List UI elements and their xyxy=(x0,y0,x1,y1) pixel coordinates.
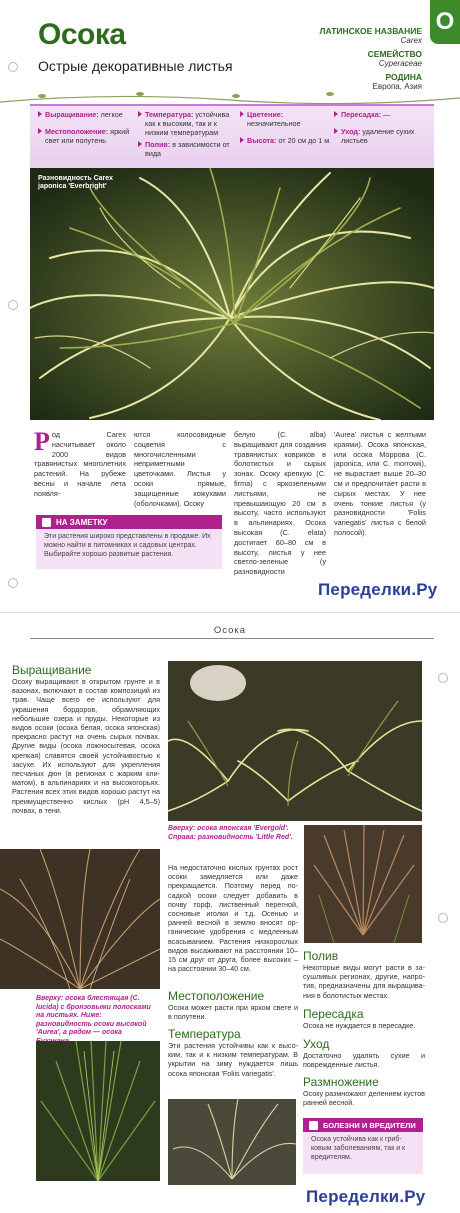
tip-box xyxy=(36,515,222,569)
info-col-3 xyxy=(240,110,332,148)
flowering-value: незначительное xyxy=(247,119,301,128)
disease-box-header xyxy=(303,1118,423,1132)
temperature-text: Эти растения устойчивы как к высоким, так и к низким температурам. В укрытии на зиму нуждается лишь осока японская 'Foliis variegatis'. xyxy=(168,1041,298,1078)
caption-evergold: Вверху: осока японская 'Evergold'. Справа: разновидность 'Little Red'. xyxy=(168,825,293,841)
intro-col-3: белую (C. alba) выращивают для создания травянистых ковриков в болотистых и сырых зонах. Осоку крепкую (C. firma) с яркозелеными листьями, не превышающую 20 см в высоту, часто используют в альпинариях. Осока высокая (C. elata) достигает 60–80 см в высоту, листья у нее светло-зеленые (у разновидности xyxy=(234,430,326,577)
repot-text: Осока не нуждается в пересадке. xyxy=(303,1021,416,1030)
intro-col-1-text: од Carex насчитывает около 2000 видов травянистых многолетних растений. На рубеже весны и начале лета появля- xyxy=(34,430,126,498)
temperature-heading: Температура xyxy=(168,1027,241,1041)
photo-variegatis xyxy=(168,1099,296,1185)
main-plant-photo xyxy=(30,168,434,420)
location-value: яркий свет или полутень xyxy=(45,127,130,145)
disease-heading: БОЛЕЗНИ И ВРЕДИТЕЛИ xyxy=(323,1120,416,1130)
soil-text: На недостаточно кислых грунтах рост осоки замедляется или даже прекращается. Поэтому перед посадкой осоки следует добавить в почву торф, лиственный перегной, сосновые иголки и т.д. Осенью и ранней весной в землю вносят органические удобрения с медленным всасыванием. Растения низкорослых видов высаживают на расстоянии 10–15 см друг от друга, более высоких – на расстоянии 30–40 см. xyxy=(168,863,298,974)
card-back xyxy=(0,612,460,1213)
latin-label: ЛАТИНСКОЕ НАЗВАНИЕ xyxy=(319,26,422,36)
flowering-label: Цветение: xyxy=(247,110,284,119)
intro-col-2: ются колосовидные соцветия с многочисленными неприметными цветочками. Листья у осоки прямые, защищенные кожухами (оболочками). Осоку xyxy=(134,430,226,508)
tip-box-text: Эти растения широко представлены в продаже. Их можно найти в питомниках и садовых центрах. Выбирайте хорошо развитые растения. xyxy=(44,533,211,558)
watermark-logo: Переделки.Ру xyxy=(306,1187,426,1206)
repotting-label: Пересадка: xyxy=(341,110,382,119)
page-subtitle: Острые декоративные листья xyxy=(38,58,233,74)
repotting-value: — xyxy=(383,110,391,119)
photo-aurea xyxy=(36,1041,160,1181)
index-tab-letter[interactable]: О xyxy=(430,0,460,44)
location-heading: Местоположение xyxy=(168,989,265,1003)
temperature-label: Температура: xyxy=(145,110,194,119)
info-col-1 xyxy=(38,110,134,148)
watering-text: Некоторые виды могут расти в засушливых регионах, другие, напротив, предназначены для выращивания в болотистых местах. xyxy=(303,963,425,1000)
binder-hole xyxy=(438,673,448,683)
watering-value: в зависимости от вида xyxy=(145,140,230,158)
header-rule xyxy=(30,638,434,639)
location-text: Осока может расти при ярком свете и в полутени. xyxy=(168,1003,298,1022)
binder-hole xyxy=(8,300,18,310)
latin-value: Carex xyxy=(400,36,422,45)
watering-label: Полив: xyxy=(145,140,171,149)
variegated-sedge-image xyxy=(168,1099,296,1185)
propagation-heading: Размножение xyxy=(303,1075,379,1089)
binder-hole xyxy=(8,578,18,588)
binder-hole xyxy=(8,62,18,72)
info-col-4 xyxy=(334,110,430,148)
repot-heading: Пересадка xyxy=(303,1007,364,1021)
intro-col-4: 'Aurea' листья с желтыми краями). Осока японская, или осока Моррова (C. japonica, или C. morrowii), не вырастает выше 20–30 см и предпочитает расти в сырых местах. У нее очень тонкие листья (у разновидности 'Foliis variegatis' листья с белой полосой). xyxy=(334,430,426,537)
watering-heading: Полив xyxy=(303,949,339,963)
care-value: удаление сухих листьев xyxy=(341,127,415,145)
sedge-grass-image xyxy=(30,168,434,420)
growing-label: Выращивание: xyxy=(45,110,99,119)
tall-sedge-image xyxy=(36,1041,160,1181)
tip-box-header xyxy=(36,515,222,529)
red-sedge-image xyxy=(304,825,422,943)
growing-text: Осоку выращивают в открытом грунте и в вазонах, включают в состав композиций из трав. Чаще всего ее используют для украшения бордоров, обрамляющих небольшие озера и пруды. Некоторые из видов осоки (осока белая, осока японская) прекрасно растут на очень сырых почвах. Другие виды (осока ложносытевая, осока крепкая) славятся своей устойчивостью к засухе. Их используют для укрепления песчаных дюн (в регионах с жарким климатом), в альпинариях и на высокогорьях. Растения всех этих видов хорошо растут на преимущественно кислых (pH 4,5–5) почвах, в тени. xyxy=(12,677,160,815)
propagation-text: Осоку размножают делением кустов ранней весной. xyxy=(303,1089,425,1108)
temperature-value: устойчива как к высоким, так и к низким температурам xyxy=(145,110,230,137)
height-label: Высота: xyxy=(247,136,277,145)
photo-evergold xyxy=(168,661,422,821)
note-icon xyxy=(42,518,51,527)
sedge-border-image xyxy=(168,661,422,821)
bronze-sedge-image xyxy=(0,849,160,989)
watermark-logo: Переделки.Ру xyxy=(318,580,438,599)
location-label: Местоположение: xyxy=(45,127,109,136)
family-value: Cyperaceae xyxy=(378,59,422,68)
care-text: Достаточно удалять сухие и поврежденные листья. xyxy=(303,1051,425,1070)
disease-text: Осока устойчива как к грибковым заболеваниям, так и к вредителям. xyxy=(311,1136,406,1161)
tip-box-heading: НА ЗАМЕТКУ xyxy=(56,517,108,527)
care-label: Уход: xyxy=(341,127,361,136)
growing-value: легкое xyxy=(100,110,123,119)
page-title: Осока xyxy=(38,18,126,51)
drop-cap: Р xyxy=(34,427,50,456)
intro-col-1 xyxy=(34,427,126,499)
origin-value: Европа, Азия xyxy=(372,82,422,91)
running-title: Осока xyxy=(213,625,247,636)
growing-heading: Выращивание xyxy=(12,663,92,677)
photo-little-red xyxy=(304,825,422,943)
note-icon xyxy=(309,1121,318,1130)
height-value: от 20 см до 1 м xyxy=(278,136,330,145)
caption-lucida: Вверху: осока блестящая (C. lucida) с бронзовыми полосками на листьях. Ниже: разновидность осоки высокой 'Aurea', а рядом — осока xyxy=(36,995,151,1036)
binder-hole xyxy=(438,913,448,923)
main-photo-caption: Разновидность Carex japonica 'Everbright' xyxy=(38,175,114,190)
photo-lucida xyxy=(0,849,160,989)
plant-meta xyxy=(320,26,422,95)
info-col-2 xyxy=(138,110,236,161)
origin-label: РОДИНА xyxy=(385,72,422,82)
care-heading: Уход xyxy=(303,1037,330,1051)
family-label: СЕМЕЙСТВО xyxy=(367,49,422,59)
disease-box xyxy=(303,1118,423,1174)
